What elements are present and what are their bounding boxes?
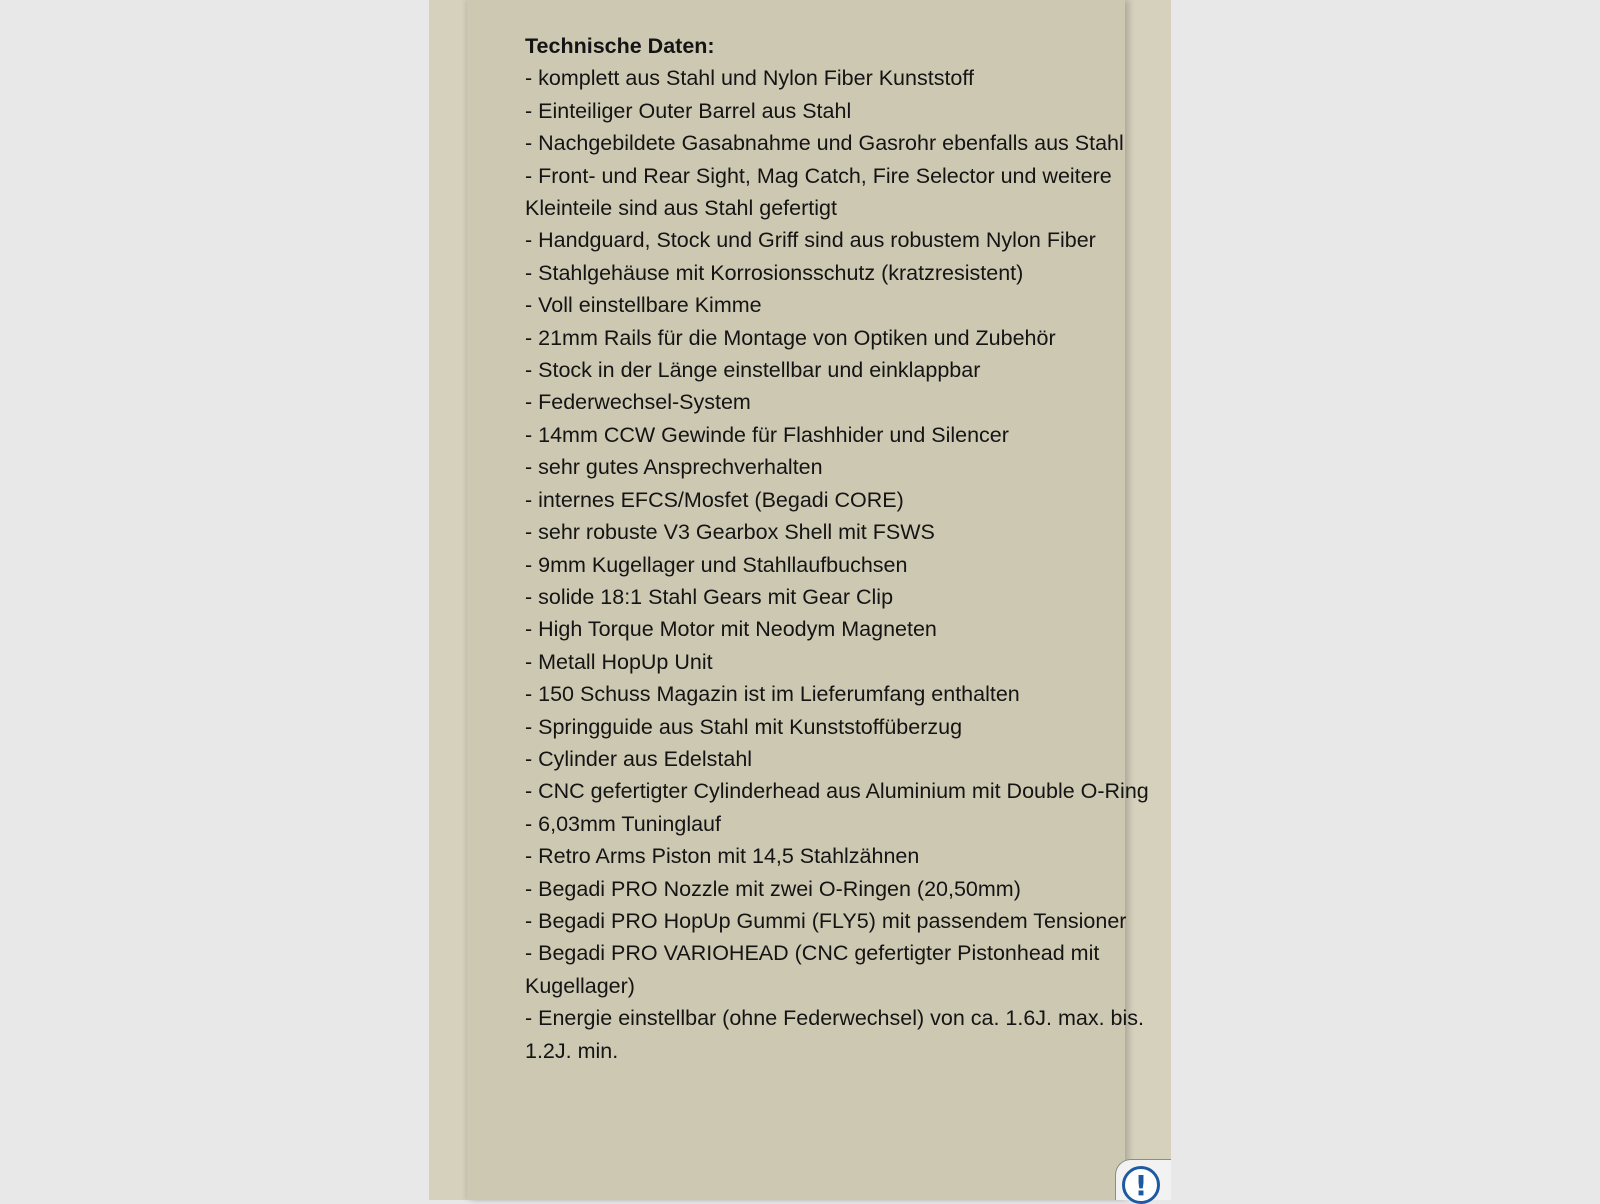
exclamation-circle-icon: ! (1122, 1166, 1160, 1204)
spec-item: - 14mm CCW Gewinde für Flashhider und Silencer (525, 422, 1009, 447)
spec-item: - Retro Arms Piston mit 14,5 Stahlzähnen (525, 844, 920, 869)
spec-item: - High Torque Motor mit Neodym Magneten (525, 617, 937, 642)
spec-item: - Cylinder aus Edelstahl (525, 746, 753, 771)
spec-item: - Federwechsel-System (525, 390, 751, 415)
spec-item: - 21mm Rails für die Montage von Optiken und Zubehör (525, 325, 1056, 350)
spec-item: - Metall HopUp Unit (525, 649, 713, 674)
spec-item: - Stahlgehäuse mit Korrosionsschutz (kratzresistent) (525, 260, 1024, 285)
spec-item: - Front- und Rear Sight, Mag Catch, Fire Selector und weitere Kleinteile sind aus Stahl gefertigt (525, 163, 1112, 221)
spec-item: - sehr gutes Ansprechverhalten (525, 455, 823, 480)
technical-data-section (525, 30, 1155, 1067)
spec-item: - solide 18:1 Stahl Gears mit Gear Clip (525, 584, 894, 609)
spec-item: - Begadi PRO Nozzle mit zwei O-Ringen (20,50mm) (525, 876, 1021, 901)
spec-item: - Handguard, Stock und Griff sind aus robustem Nylon Fiber (525, 228, 1096, 253)
spec-item: - Voll einstellbare Kimme (525, 293, 762, 318)
spec-item: - internes EFCS/Mosfet (Begadi CORE) (525, 487, 904, 512)
spec-item: - Einteiliger Outer Barrel aus Stahl (525, 98, 852, 123)
spec-item: - sehr robuste V3 Gearbox Shell mit FSWS (525, 520, 935, 545)
section-heading: Technische Daten: (525, 34, 715, 58)
spec-item: - Energie einstellbar (ohne Federwechsel) von ca. 1.6J. max. bis. 1.2J. min. (525, 1006, 1145, 1063)
content-panel (467, 0, 1149, 1200)
spec-item: - CNC gefertigter Cylinderhead aus Aluminium mit Double O-Ring (525, 779, 1149, 804)
spec-item: - komplett aus Stahl und Nylon Fiber Kunststoff (525, 66, 974, 91)
spec-list (525, 62, 1155, 1067)
spec-item: - 150 Schuss Magazin ist im Lieferumfang enthalten (525, 682, 1020, 707)
spec-item: - 6,03mm Tuninglauf (525, 811, 721, 836)
spec-item: - Nachgebildete Gasabnahme und Gasrohr ebenfalls aus Stahl (525, 131, 1124, 156)
spec-item: - Stock in der Länge einstellbar und einklappbar (525, 358, 981, 383)
spec-item: - 9mm Kugellager und Stahllaufbuchsen (525, 552, 908, 577)
spec-item: - Springguide aus Stahl mit Kunststoffüberzug (525, 714, 963, 739)
spec-item: - Begadi PRO VARIOHEAD (CNC gefertigter Pistonhead mit Kugellager) (525, 941, 1100, 998)
notice-button[interactable] (1115, 1159, 1171, 1200)
spec-item: - Begadi PRO HopUp Gummi (FLY5) mit passendem Tensioner (525, 908, 1127, 933)
page-frame (429, 0, 1171, 1200)
